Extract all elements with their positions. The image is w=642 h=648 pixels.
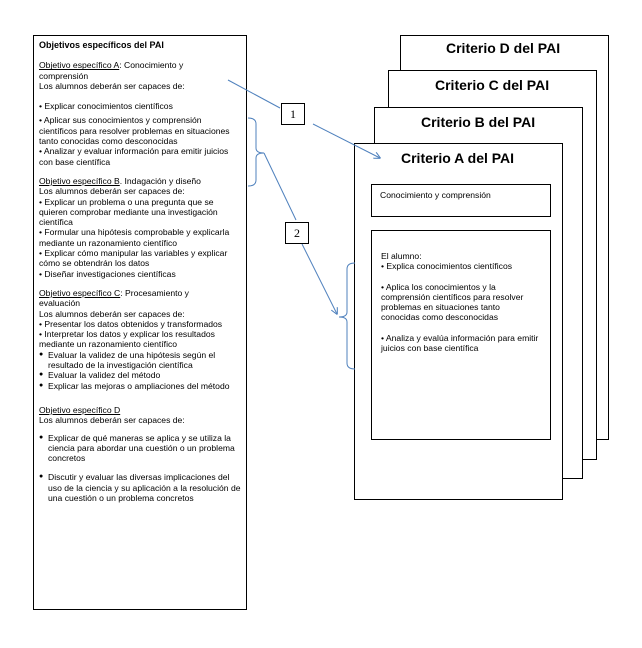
objective-d-intro: Los alumnos deberán ser capaces de:: [39, 415, 185, 426]
criterion-a-item: • Aplica los conocimientos y la comprensión científicos para resolver problemas en situaciones tanto conocidas como desconocidas: [381, 281, 524, 323]
objective-c-item: ● Evaluar la validez de una hipótesis según el resultado de la investigación científica: [39, 350, 241, 371]
objective-a-label: Objetivo específico A: [39, 60, 120, 71]
arrow-objective-a-to-criterion-a-head: [313, 124, 380, 158]
arrow-brace-to-descriptor-head: [302, 244, 337, 314]
arrow-brace-to-descriptor: [264, 153, 296, 220]
objective-a-item: • Explicar conocimientos científicos: [39, 101, 173, 112]
criterion-c-title: Criterio C del PAI: [435, 77, 550, 93]
objective-c-title-line2: evaluación: [39, 298, 81, 309]
objective-c-intro: Los alumnos deberán ser capaces de:: [39, 308, 185, 319]
brace-criterion-a-items: [339, 263, 355, 369]
objective-c-item: ● Evaluar la validez del método: [39, 370, 241, 380]
objective-c-item: • Presentar los datos obtenidos y transformados: [39, 318, 223, 329]
criterion-d-title: Criterio D del PAI: [446, 40, 561, 56]
criterion-a-item: • Analiza y evalúa información para emitir juicios con base científica: [381, 332, 539, 354]
objective-a-item: • Analizar y evaluar información para emitir juicios con base científica: [39, 146, 229, 167]
arrow-objective-a-to-criterion-a: [228, 80, 280, 108]
criterion-a-title: Criterio A del PAI: [401, 150, 515, 166]
marker-1: 1: [281, 103, 305, 125]
objective-c-title: : Procesamiento y: [120, 287, 189, 298]
marker-2: 2: [285, 222, 309, 244]
objective-c-item: ● Explicar las mejoras o ampliaciones del método: [39, 381, 241, 391]
criterion-a-student-label: El alumno:: [381, 251, 422, 261]
objective-b-item: • Diseñar investigaciones científicas: [39, 268, 176, 279]
brace-objective-a-items: [248, 118, 264, 186]
objective-a-item: • Aplicar sus conocimientos y comprensión científicos para resolver problemas en situaciones tanto conocidas como desconocidas: [39, 115, 230, 147]
objective-a-intro: Los alumnos deberán ser capaces de:: [39, 80, 185, 91]
objective-b-label: Objetivo específico B: [39, 175, 120, 186]
objective-d-item: ● Explicar de qué maneras se aplica y se utiliza la ciencia para abordar una cuestión o un problema concretos: [39, 433, 241, 464]
criterion-a-item: • Explica conocimientos científicos: [381, 261, 513, 272]
objective-a-title: : Conocimiento y: [119, 60, 184, 71]
objective-b-item: • Explicar un problema o una pregunta que se quieren comprobar mediante una investigación científica: [39, 196, 218, 228]
objective-b-intro: Los alumnos deberán ser capaces de:: [39, 186, 185, 197]
objective-b-title: . Indagación y diseño: [119, 175, 201, 186]
objective-d-item: ● Discutir y evaluar las diversas implicaciones del uso de la ciencia y su aplicación a la resolución de una cuestión o un problema concretos: [39, 472, 241, 503]
objective-b-item: • Formular una hipótesis comprobable y explicarla mediante un razonamiento científico: [39, 227, 230, 248]
objective-d-label: Objetivo específico D: [39, 404, 121, 415]
criterion-a-heading: Conocimiento y comprensión: [380, 190, 491, 200]
objective-c-label: Objetivo específico C: [39, 287, 121, 298]
objective-c-item: • Interpretar los datos y explicar los resultados mediante un razonamiento científico: [39, 329, 215, 350]
objectives-title: Objetivos específicos del PAI: [39, 40, 164, 50]
objective-a-title-line2: comprensión: [39, 70, 89, 81]
objective-b-item: • Explicar cómo manipular las variables y explicar cómo se obtendrán los datos: [39, 248, 228, 269]
criterion-b-title: Criterio B del PAI: [421, 114, 536, 130]
